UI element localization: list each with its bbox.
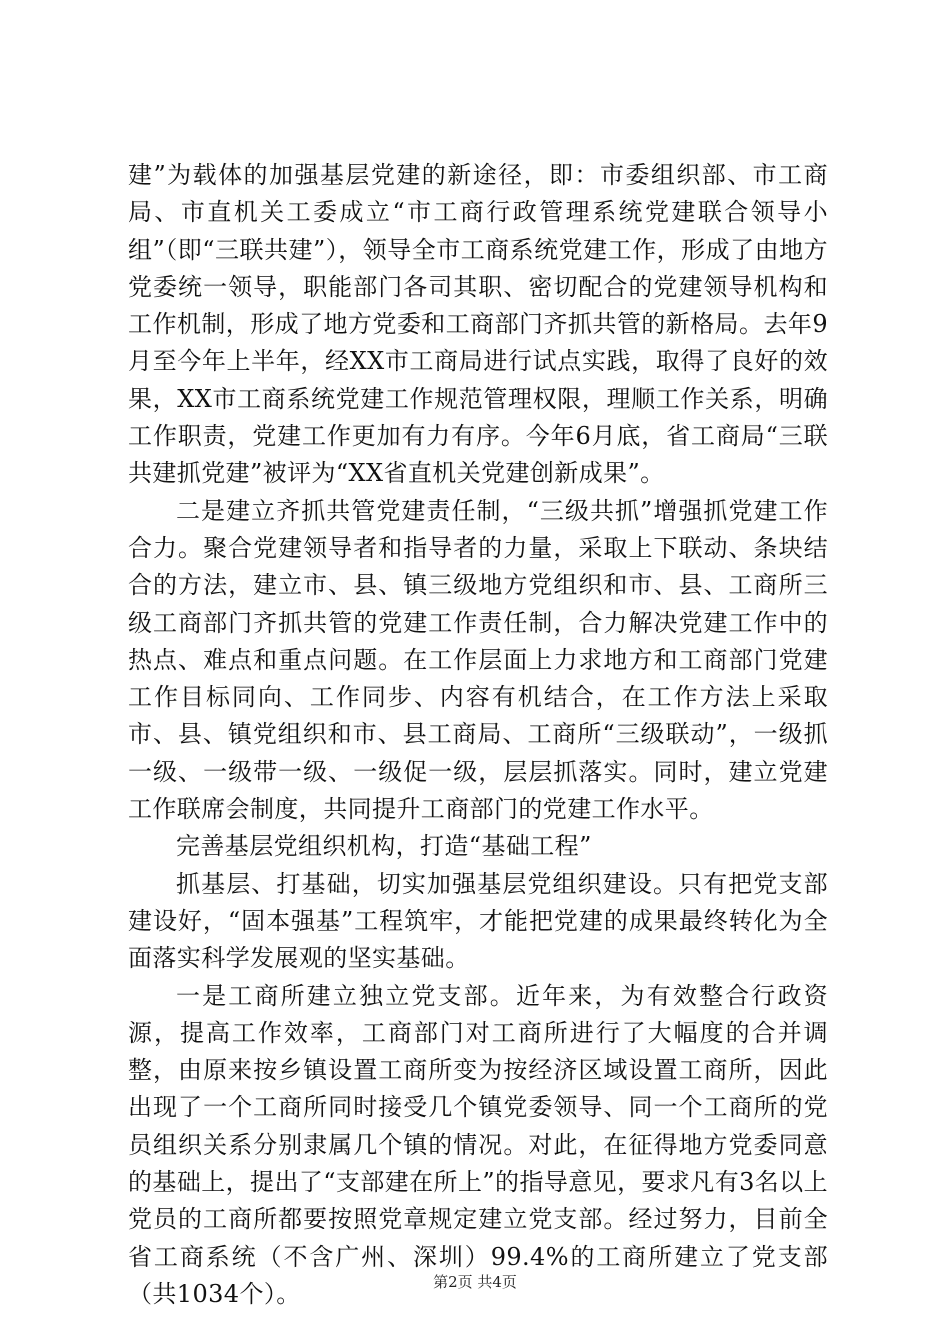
page-number: 第2页 共4页 — [433, 1273, 517, 1291]
document-body — [128, 157, 828, 1313]
paragraph-independent-branch: 一是工商所建立独立党支部。近年来，为有效整合行政资源，提高工作效率，工商部门对工商所进行了大幅度的合并调整，由原来按乡镇设置工商所变为按经济区域设置工商所，因此出现了一个工商所同时接受几个镇党委领导、同一个工商所的党员组织关系分别隶属几个镇的情况。对此，在征得地方党委同意的基础上，提出了“支部建在所上”的指导意见，要求凡有3名以上党员的工商所都要按照党章规定建立党支部。经过努力，目前全省工商系统（不含广州、深圳）99.4%的工商所建立了党支部（共1034个）。 — [128, 981, 828, 1308]
paragraph-continuation: 建”为载体的加强基层党建的新途径，即：市委组织部、市工商局、市直机关工委成立“市工商行政管理系统党建联合领导小组”（即“三联共建”），领导全市工商系统党建工作，形成了由地方党委统一领导，职能部门各司其职、密切配合的党建领导机构和工作机制，形成了地方党委和工商部门齐抓共管的新格局。去年9月至今年上半年，经XX市工商局进行试点实践，取得了良好的效果，XX市工商系统党建工作规范管理权限，理顺工作关系，明确工作职责，党建工作更加有力有序。今年6月底，省工商局“三联共建抓党建”被评为“XX省直机关党建创新成果”。 — [128, 161, 828, 488]
paragraph-responsibility-system: 二是建立齐抓共管党建责任制，“三级共抓”增强抓党建工作合力。聚合党建领导者和指导者的力量，采取上下联动、条块结合的方法，建立市、县、镇三级地方党组织和市、县、工商所三级工商部门齐抓共管的党建工作责任制，合力解决党建工作中的热点、难点和重点问题。在工作层面上力求地方和工商部门党建工作目标同向、工作同步、内容有机结合，在工作方法上采取市、县、镇党组织和市、县工商局、工商所“三级联动”，一级抓一级、一级带一级、一级促一级，层层抓落实。同时，建立党建工作联席会制度，共同提升工商部门的党建工作水平。 — [128, 496, 828, 824]
paragraph-grassroots-building: 抓基层、打基础，切实加强基层党组织建设。只有把党支部建设好，“固本强基”工程筑牢，才能把党建的成果最终转化为全面落实科学发展观的坚实基础。 — [128, 869, 828, 973]
section-heading-basic-project: 完善基层党组织机构，打造“基础工程” — [176, 832, 592, 861]
page-footer — [0, 1272, 950, 1292]
